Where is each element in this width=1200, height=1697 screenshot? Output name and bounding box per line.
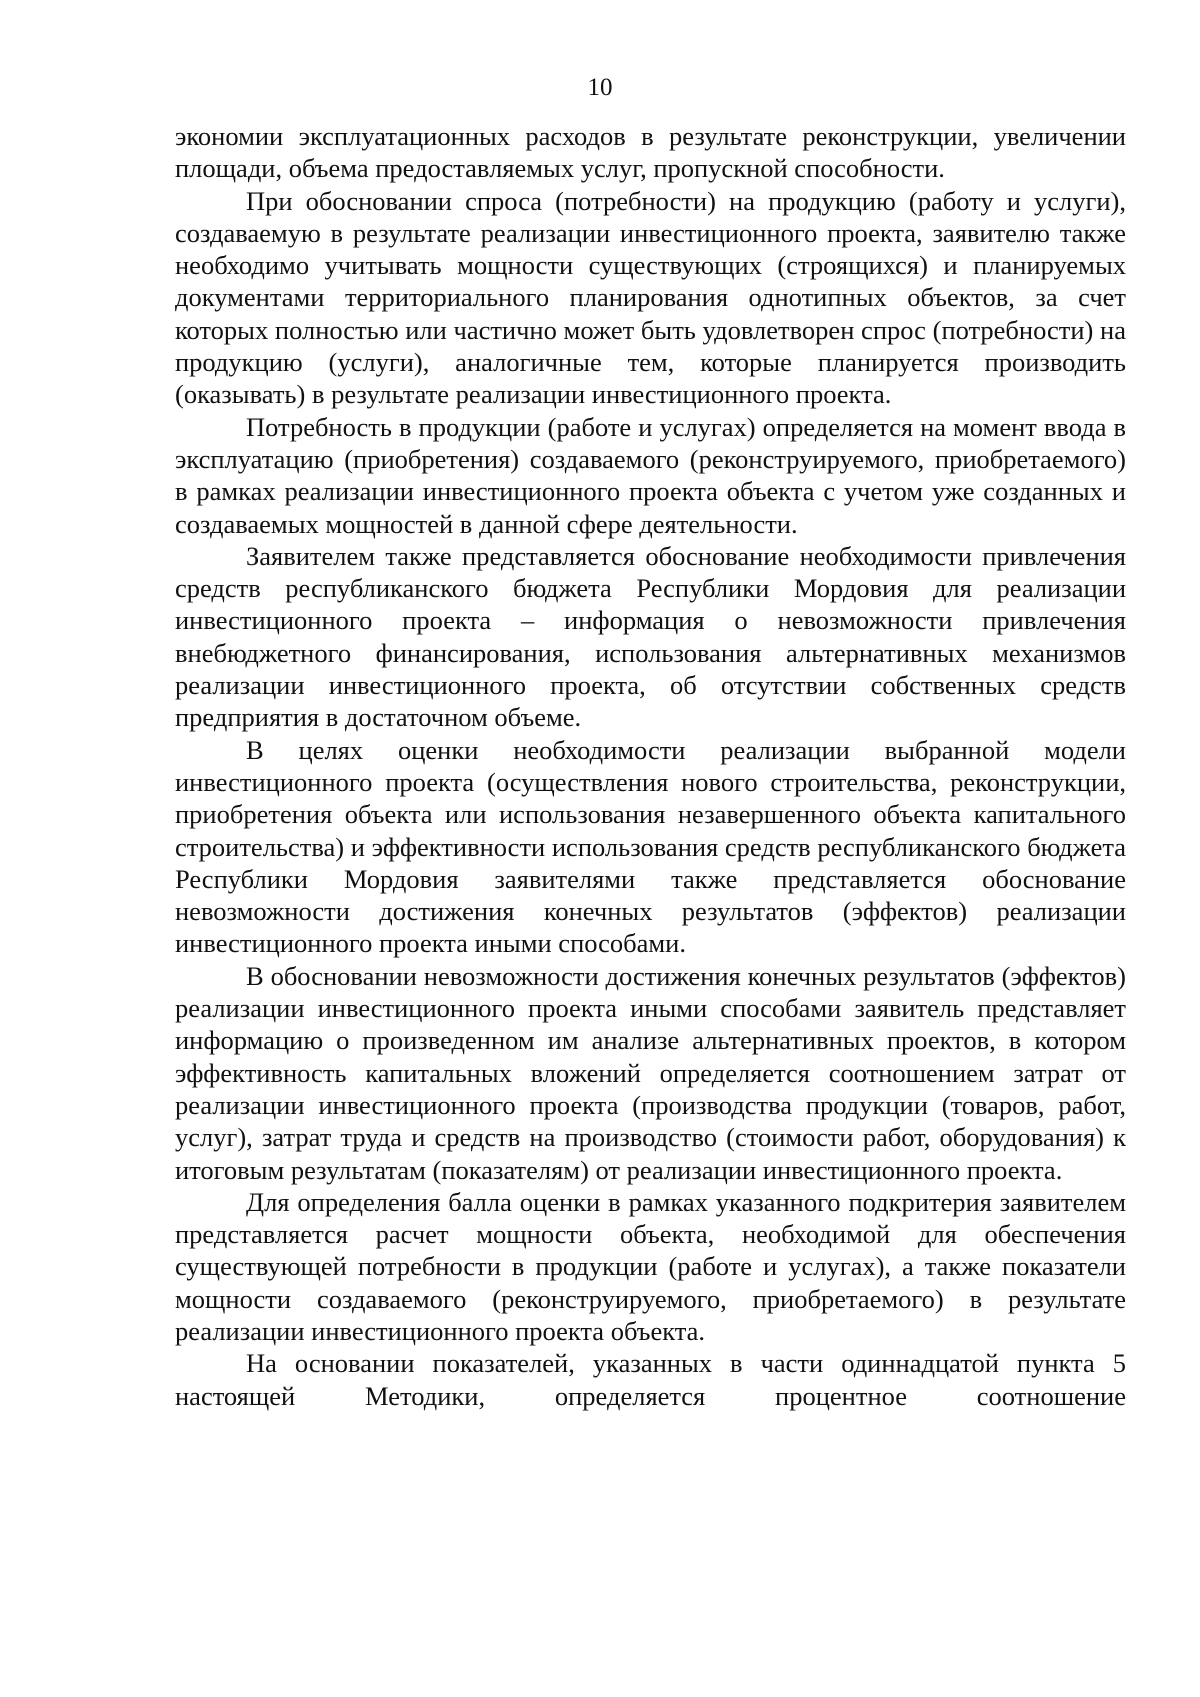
paragraph-3: Потребность в продукции (работе и услугах) определяется на момент ввода в эксплуатацию (приобретения) создаваемого (реконструируемого, приобретаемого) в рамках реализации инвестиционного проекта объекта с учетом уже созданных и создаваемых мощностей в данной сфере деятельности.: [175, 411, 1126, 539]
paragraph-1: экономии эксплуатационных расходов в результате реконструкции, увеличении площади, объема предоставляемых услуг, пропускной способности.: [175, 121, 1126, 184]
document-body: [175, 120, 1126, 1412]
paragraph-7: Для определения балла оценки в рамках указанного подкритерия заявителем представляется расчет мощности объекта, необходимой для обеспечения существующей потребности в продукции (работе и услугах), а также показатели мощности создаваемого (реконструируемого, приобретаемого) в результате реализации инвестиционного проекта объекта.: [175, 1186, 1126, 1346]
paragraph-5: В целях оценки необходимости реализации выбранной модели инвестиционного проекта (осуществления нового строительства, реконструкции, приобретения объекта или использования незавершенного объекта капитального строительства) и эффективности использования средств республиканского бюджета Республики Мордовия заявителями также представляется обоснование невозможности достижения конечных результатов (эффектов) реализации инвестиционного проекта иными способами.: [175, 734, 1126, 959]
paragraph-6: В обосновании невозможности достижения конечных результатов (эффектов) реализации инвестиционного проекта иными способами заявитель представляет информацию о произведенном им анализе альтернативных проектов, в котором эффективность капитальных вложений определяется соотношением затрат от реализации инвестиционного проекта (производства продукции (товаров, работ, услуг), затрат труда и средств на производство (стоимости работ, оборудования) к итоговым результатам (показателям) от реализации инвестиционного проекта.: [175, 960, 1126, 1185]
paragraph-8: На основании показателей, указанных в части одиннадцатой пункта 5 настоящей Методики, определяется процентное соотношение: [175, 1348, 1126, 1411]
page-number: 10: [587, 74, 613, 101]
paragraph-4: Заявителем также представляется обоснование необходимости привлечения средств республиканского бюджета Республики Мордовия для реализации инвестиционного проекта – информация о невозможности привлечения внебюджетного финансирования, использования альтернативных механизмов реализации инвестиционного проекта, об отсутствии собственных средств предприятия в достаточном объеме.: [175, 540, 1126, 733]
paragraph-2: При обосновании спроса (потребности) на продукцию (работу и услуги), создаваемую в результате реализации инвестиционного проекта, заявителю также необходимо учитывать мощности существующих (строящихся) и планируемых документами территориального планирования однотипных объектов, за счет которых полностью или частично может быть удовлетворен спрос (потребности) на продукцию (услуги), аналогичные тем, которые планируется производить (оказывать) в результате реализации инвестиционного проекта.: [175, 185, 1126, 410]
